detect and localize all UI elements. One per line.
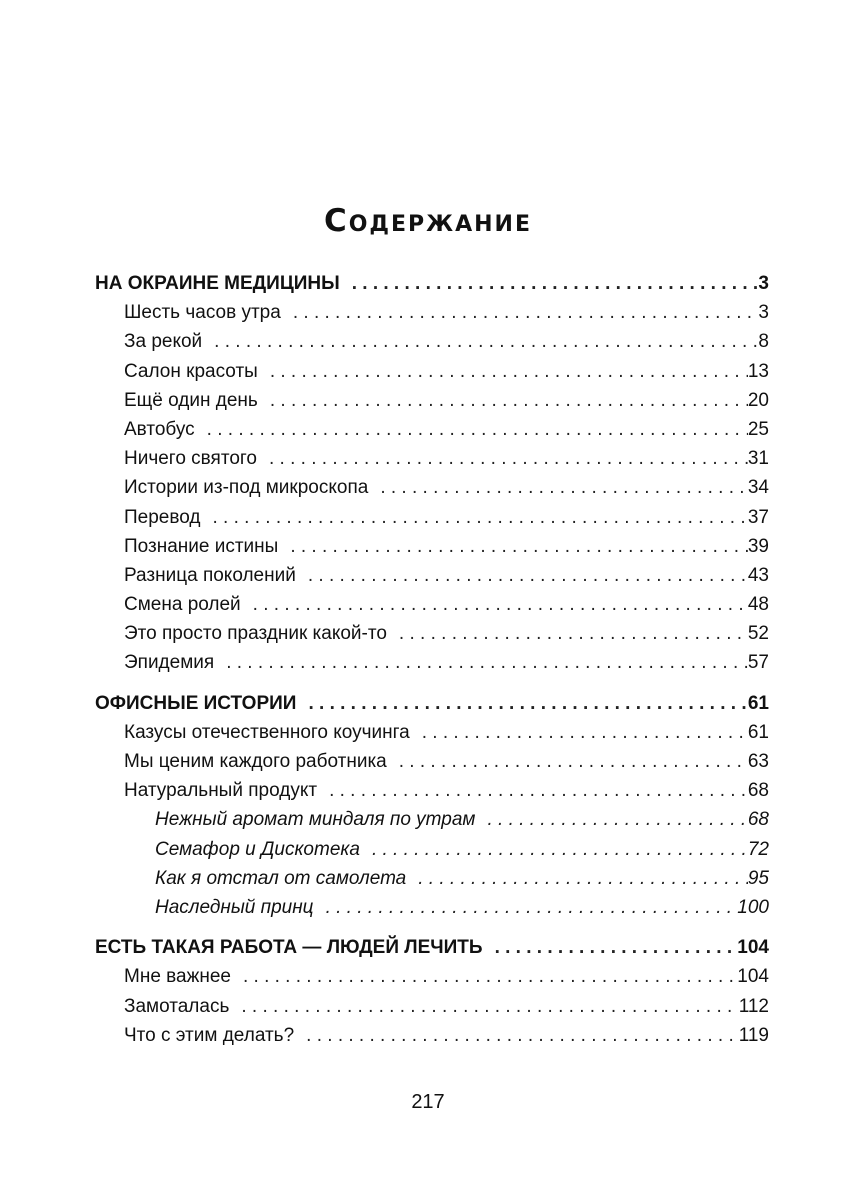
dot-leader [270, 386, 748, 415]
toc-subentry[interactable] [95, 893, 769, 922]
toc-entry-title: Разница поколений [124, 564, 296, 586]
toc-entry-title: Казусы отечественного коучинга [124, 721, 410, 743]
toc-entry-page: 20 [747, 389, 769, 411]
toc-section-heading[interactable] [95, 689, 769, 718]
toc-entry-title: Нежный аромат миндаля по утрам [155, 809, 476, 831]
toc-entry-page: 39 [747, 535, 769, 557]
toc-entry-page: 37 [747, 506, 769, 528]
dot-leader [214, 327, 758, 356]
toc-entry-title: Познание истины [124, 535, 279, 557]
toc-entry-title: Как я отстал от самолета [155, 867, 407, 889]
toc-entry-page: 31 [747, 448, 769, 470]
table-of-contents [95, 269, 769, 1061]
dot-leader [422, 718, 748, 747]
toc-entry-page: 52 [747, 623, 769, 645]
dot-leader [352, 269, 759, 298]
dot-leader [241, 992, 738, 1021]
dot-leader [399, 619, 748, 648]
toc-title: Содержание [323, 203, 532, 239]
toc-entry[interactable] [95, 327, 769, 356]
dot-leader [308, 561, 748, 590]
toc-entry[interactable] [95, 415, 769, 444]
toc-entry-title: ОФИСНЫЕ ИСТОРИИ [95, 692, 297, 714]
toc-entry[interactable] [95, 1021, 769, 1050]
dot-leader [269, 444, 748, 473]
dot-leader [326, 893, 738, 922]
toc-entry[interactable] [95, 298, 769, 327]
toc-entry-page: 25 [747, 418, 769, 440]
toc-section [95, 269, 769, 678]
toc-entry[interactable] [95, 648, 769, 677]
toc-entry-page: 13 [747, 360, 769, 382]
dot-leader [226, 648, 748, 677]
toc-entry[interactable] [95, 532, 769, 561]
toc-entry-title: Замоталась [124, 995, 230, 1017]
toc-subentry[interactable] [95, 835, 769, 864]
toc-entry-title: Салон красоты [124, 360, 258, 382]
toc-entry-page: 57 [747, 652, 769, 674]
toc-entry-page: 104 [737, 937, 769, 959]
toc-entry-page: 61 [747, 692, 769, 714]
toc-entry[interactable] [95, 503, 769, 532]
toc-entry-title: Ещё один день [124, 389, 258, 411]
toc-entry-title: Что с этим делать? [124, 1024, 295, 1046]
toc-entry-page: 34 [747, 477, 769, 499]
dot-leader [243, 962, 737, 991]
toc-section [95, 933, 769, 1050]
dot-leader [487, 805, 747, 834]
toc-entry[interactable] [95, 992, 769, 1021]
toc-entry-page: 3 [758, 302, 769, 324]
toc-entry[interactable] [95, 561, 769, 590]
toc-entry-title: ЕСТЬ ТАКАЯ РАБОТА — ЛЮДЕЙ ЛЕЧИТЬ [95, 937, 483, 959]
toc-entry-title: Мне важнее [124, 966, 231, 988]
dot-leader [308, 689, 747, 718]
dot-leader [293, 298, 759, 327]
toc-entry-title: Натуральный продукт [124, 780, 318, 802]
toc-entry-title: Автобус [124, 418, 195, 440]
toc-entry-title: Семафор и Дискотека [155, 838, 360, 860]
toc-entry[interactable] [95, 747, 769, 776]
toc-entry[interactable] [95, 776, 769, 805]
toc-entry-title: Мы ценим каждого работника [124, 751, 387, 772]
toc-entry-title: Эпидемия [124, 652, 215, 674]
toc-subentry[interactable] [95, 864, 769, 893]
dot-leader [495, 933, 738, 962]
dot-leader [290, 532, 748, 561]
dot-leader [207, 415, 748, 444]
toc-section-heading[interactable] [95, 933, 769, 962]
toc-entry[interactable] [95, 619, 769, 648]
toc-entry-page: 61 [747, 721, 769, 743]
dot-leader [212, 503, 747, 532]
toc-entry[interactable] [95, 444, 769, 473]
toc-entry-page: 104 [737, 966, 769, 988]
toc-entry-title: Наследный принц [155, 896, 314, 918]
toc-entry-page: 63 [747, 751, 769, 772]
toc-entry[interactable] [95, 590, 769, 619]
page-number: 217 [411, 1091, 445, 1113]
toc-entry[interactable] [95, 473, 769, 502]
dot-leader [329, 776, 748, 805]
toc-entry-title: Ничего святого [124, 448, 257, 470]
toc-entry-page: 48 [747, 594, 769, 616]
toc-entry[interactable] [95, 386, 769, 415]
toc-entry[interactable] [95, 718, 769, 747]
toc-entry-title: Перевод [124, 506, 201, 528]
toc-entry-page: 95 [747, 867, 769, 889]
toc-entry-page: 43 [747, 564, 769, 586]
toc-entry-title: Это просто праздник какой-то [124, 623, 387, 645]
dot-leader [418, 864, 748, 893]
toc-subentry[interactable] [95, 805, 769, 834]
toc-entry-title: Истории из-под микроскопа [124, 477, 369, 499]
toc-section [95, 689, 769, 923]
toc-entry-page: 119 [738, 1024, 769, 1046]
toc-entry-title: Шесть часов утра [124, 302, 281, 324]
dot-leader [380, 473, 748, 502]
toc-entry-title: За рекой [124, 331, 203, 353]
dot-leader [253, 590, 748, 619]
toc-entry-page: 100 [737, 896, 769, 918]
toc-entry[interactable] [95, 962, 769, 991]
toc-entry-title: НА ОКРАИНЕ МЕДИЦИНЫ [95, 273, 340, 294]
toc-entry-page: 68 [747, 780, 769, 802]
toc-entry-page: 72 [747, 838, 769, 860]
dot-leader [372, 835, 748, 864]
toc-section-heading[interactable] [95, 269, 769, 298]
dot-leader [306, 1021, 739, 1050]
toc-entry-page: 3 [758, 273, 769, 294]
toc-entry-page: 112 [738, 995, 769, 1017]
dot-leader [270, 357, 748, 386]
toc-entry-page: 8 [758, 331, 769, 353]
toc-entry[interactable] [95, 357, 769, 386]
toc-entry-title: Смена ролей [124, 594, 241, 616]
toc-entry-page: 68 [747, 809, 769, 831]
dot-leader [399, 747, 748, 776]
